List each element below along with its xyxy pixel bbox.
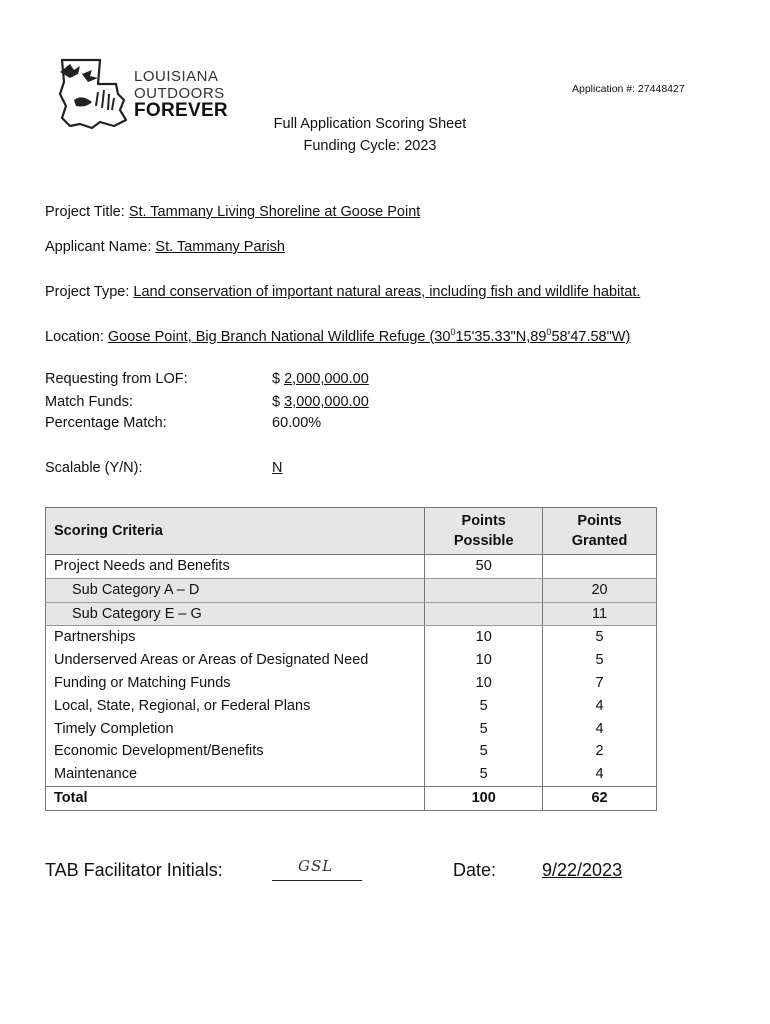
granted-cell: 5 <box>543 626 657 649</box>
granted-cell: 2 <box>543 740 657 763</box>
applicant-name-label: Applicant Name: <box>45 239 152 255</box>
header-scoring-criteria: Scoring Criteria <box>46 508 425 555</box>
project-title-value: St. Tammany Living Shoreline at Goose Point <box>128 204 421 220</box>
criteria-cell: Local, State, Regional, or Federal Plans <box>46 695 425 718</box>
degree-marker: 0 <box>546 327 552 337</box>
total-possible: 100 <box>425 786 543 810</box>
location-part-b: 15'35.33"N,89 <box>455 328 547 345</box>
match-funds-amount <box>272 394 369 410</box>
table-row <box>46 763 657 786</box>
table-row <box>46 555 657 579</box>
logo-line-3: FOREVER <box>134 100 228 121</box>
criteria-cell: Project Needs and Benefits <box>46 555 425 579</box>
degree-marker: 0 <box>450 327 456 337</box>
percentage-match-label: Percentage Match: <box>45 415 167 431</box>
location-part-a: Goose Point, Big Branch National Wildlife Refuge (30 <box>107 328 451 345</box>
table-row <box>46 718 657 741</box>
total-granted: 62 <box>543 786 657 810</box>
date-label: Date: <box>453 860 497 880</box>
table-row <box>46 740 657 763</box>
criteria-cell: Sub Category E – G <box>46 602 425 626</box>
table-row <box>46 602 657 626</box>
table-total-row <box>46 786 657 810</box>
scoring-table-header <box>46 508 657 555</box>
header-points-granted-line-2: Granted <box>571 533 628 549</box>
location-field <box>45 327 630 345</box>
criteria-cell: Maintenance <box>46 763 425 786</box>
requesting-amount <box>272 371 369 387</box>
possible-cell: 10 <box>425 672 543 695</box>
criteria-cell: Economic Development/Benefits <box>46 740 425 763</box>
table-row <box>46 578 657 602</box>
possible-cell: 5 <box>425 695 543 718</box>
applicant-name-value: St. Tammany Parish <box>155 239 285 255</box>
table-row <box>46 626 657 649</box>
match-funds-label: Match Funds: <box>45 394 133 410</box>
applicant-name-field <box>45 239 285 255</box>
possible-cell: 5 <box>425 763 543 786</box>
requesting-label: Requesting from LOF: <box>45 371 188 387</box>
granted-cell: 4 <box>543 763 657 786</box>
possible-cell: 5 <box>425 718 543 741</box>
project-type-field <box>45 284 640 300</box>
project-type-value: Land conservation of important natural areas, including fish and wildlife habitat. <box>133 284 641 300</box>
possible-cell: 50 <box>425 555 543 579</box>
scalable-label: Scalable (Y/N): <box>45 460 143 476</box>
location-part-c: 58'47.58"W) <box>551 328 631 345</box>
possible-cell: 10 <box>425 626 543 649</box>
header-points-possible-line-2: Possible <box>453 533 514 549</box>
page-subtitle: Funding Cycle: 2023 <box>303 138 437 154</box>
total-label: Total <box>46 786 425 810</box>
possible-cell: 10 <box>425 649 543 672</box>
granted-cell: 5 <box>543 649 657 672</box>
organization-logo <box>52 54 242 134</box>
logo-line-2: OUTDOORS <box>134 85 225 102</box>
location-value <box>108 329 630 345</box>
page-title: Full Application Scoring Sheet <box>273 116 467 132</box>
location-label: Location: <box>45 328 104 345</box>
currency-symbol: $ <box>272 394 281 410</box>
project-type-label: Project Type: <box>45 284 130 300</box>
percentage-match-value: 60.00% <box>272 415 322 431</box>
header-points-granted <box>543 508 657 555</box>
requesting-value: 2,000,000.00 <box>284 371 369 387</box>
scalable-value: N <box>272 460 283 476</box>
possible-cell <box>425 578 543 602</box>
date-value: 9/22/2023 <box>542 860 623 880</box>
criteria-cell: Timely Completion <box>46 718 425 741</box>
possible-cell: 5 <box>425 740 543 763</box>
application-number: Application #: 27448427 <box>572 83 685 95</box>
header-points-possible-line-1: Points <box>461 513 506 529</box>
project-title-field <box>45 204 420 220</box>
criteria-cell: Underserved Areas or Areas of Designated Need <box>46 649 425 672</box>
criteria-cell: Funding or Matching Funds <box>46 672 425 695</box>
scoring-table <box>45 507 657 811</box>
logo-wordmark <box>134 68 228 119</box>
facilitator-initials-label: TAB Facilitator Initials: <box>45 860 223 880</box>
facilitator-initials-signature: GSL <box>298 857 334 875</box>
granted-cell: 7 <box>543 672 657 695</box>
granted-cell <box>543 555 657 579</box>
criteria-cell: Sub Category A – D <box>46 578 425 602</box>
match-funds-value: 3,000,000.00 <box>284 394 369 410</box>
table-row <box>46 649 657 672</box>
criteria-cell: Partnerships <box>46 626 425 649</box>
louisiana-state-icon <box>52 54 134 134</box>
table-row <box>46 695 657 718</box>
possible-cell <box>425 602 543 626</box>
granted-cell: 11 <box>543 602 657 626</box>
project-title-label: Project Title: <box>45 204 125 220</box>
header-points-granted-line-1: Points <box>577 513 622 529</box>
granted-cell: 4 <box>543 695 657 718</box>
granted-cell: 4 <box>543 718 657 741</box>
granted-cell: 20 <box>543 578 657 602</box>
logo-line-1: LOUISIANA <box>134 68 219 85</box>
table-row <box>46 672 657 695</box>
header-points-possible <box>425 508 543 555</box>
currency-symbol: $ <box>272 371 281 387</box>
